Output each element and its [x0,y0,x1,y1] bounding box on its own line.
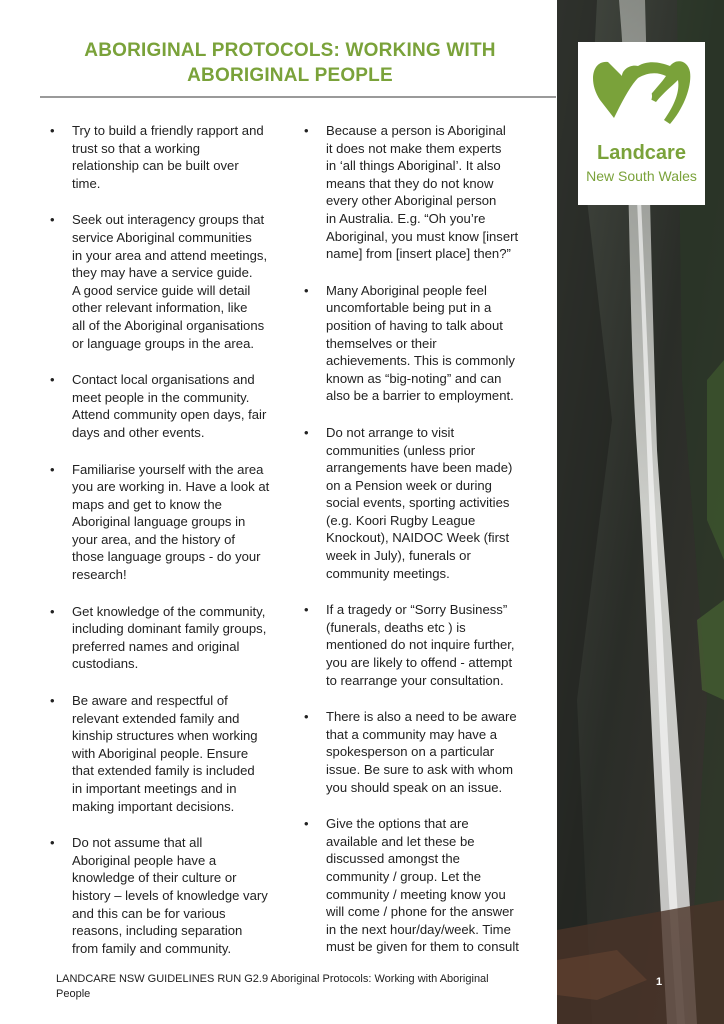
bullet-text-line: service Aboriginal communities [72,229,252,245]
bullet-text-line: history – levels of knowledge vary [72,887,268,903]
bullet-text-line: Aboriginal language groups in [72,514,246,530]
bullet-text-line: all of the Aboriginal organisations [72,317,265,333]
bullet-text-line: knowledge of their culture or [72,870,237,886]
bullet-text-line: making important decisions. [72,798,235,814]
bullet-text-line: that extended family is included [72,763,255,779]
bullet-text-line: Give the options that are [326,816,469,832]
left-column [50,122,288,976]
bullet-item [50,461,288,584]
bullet-text-line: also be a barrier to employment. [326,388,514,404]
bullet-text-line: or language groups in the area. [72,335,254,351]
bullet-point-icon: • [50,835,55,851]
bullet-text-line: trust so that a working [72,140,201,156]
bullet-text-line: issue. Be sure to ask with whom [326,762,514,777]
page-footer [56,972,546,1002]
bullet-text-line: Attend community open days, fair [72,407,267,423]
bullet-item [50,122,288,192]
bullet-text-line: community meetings. [326,565,450,581]
bullet-text-line: maps and get to know the [72,496,222,512]
bullet-text-line: week in July), funerals or [326,548,471,564]
bullet-text-line: in ‘all things Aboriginal’. It also [326,158,501,174]
page-title [40,38,540,88]
bullet-text-line: Aboriginal people have a [72,852,217,868]
bullet-text-line: research! [72,567,127,583]
bullet-text-line: uncomfortable being put in a [326,300,492,316]
bullet-text-line: communities (unless prior [326,442,476,458]
bullet-point-icon: • [304,602,309,618]
bullet-text-line: relationship can be built over [72,158,239,174]
bullet-text-line: other relevant information, like [72,300,248,316]
bullet-point-icon: • [304,709,309,725]
bullet-point-icon: • [50,123,55,138]
bullet-text-line: reasons, including separation [72,923,243,939]
left-bullet-list [50,122,288,957]
bullet-item [50,692,288,815]
bullet-text-line: Many Aboriginal people feel [326,282,487,298]
bullet-text-line: There is also a need to be aware [326,709,517,725]
bullet-text-line: known as “big-noting” and can [326,370,502,386]
bullet-text-line: including dominant family groups, [72,621,267,637]
bullet-item [304,424,544,582]
bullet-text-line: means that they do not know [326,175,494,191]
bullet-text-line: you are likely to offend - attempt [326,655,513,671]
bullet-text-line: time. [72,175,101,191]
bullet-item [50,834,288,957]
bullet-text-line: Seek out interagency groups that [72,212,265,228]
bullet-text-line: community / group. Let the [326,868,482,884]
bullet-text-line: every other Aboriginal person [326,193,497,209]
bullet-text-line: you should speak on an issue. [326,779,503,795]
bullet-point-icon: • [304,123,309,138]
bullet-point-icon: • [304,816,309,832]
page-title-line-1: ABORIGINAL PROTOCOLS: WORKING WITH [84,40,496,61]
bullet-text-line: days and other events. [72,424,205,440]
bullet-item [304,282,544,405]
bullet-point-icon: • [50,372,55,388]
page-title-line-2: ABORIGINAL PEOPLE [187,65,393,86]
bullet-text-line: relevant extended family and [72,710,240,726]
bullet-text-line: to rearrange your consultation. [326,672,504,688]
bullet-text-line: from family and community. [72,940,232,956]
bullet-text-line: in the next hour/day/week. Time [326,921,511,937]
bullet-point-icon: • [50,693,55,709]
bullet-text-line: that a community may have a [326,726,498,742]
bullet-item [50,371,288,441]
right-bullet-list [304,122,544,956]
bullet-point-icon: • [50,212,55,228]
right-column [304,122,544,975]
bullet-text-line: must be given for them to consult [326,939,519,955]
logo-nsw-text: New South Wales [586,168,697,184]
bullet-item [304,815,544,956]
bullet-text-line: Try to build a friendly rapport and [72,123,264,138]
bullet-text-line: (e.g. Koori Rugby League [326,512,476,528]
bullet-text-line: (funerals, deaths etc ) is [326,619,466,635]
bullet-item [304,122,544,263]
page-number: 1 [656,976,663,988]
bullet-text-line: name] from [insert place] then?” [326,246,511,262]
bullet-text-line: they may have a service guide. [72,265,253,281]
logo-landcare-text: Landcare [597,142,686,164]
bullet-text-line: custodians. [72,656,139,672]
footer-line-2: People [56,988,91,1000]
hands-australia-icon [578,42,705,142]
bullet-text-line: your area, and the history of [72,531,236,547]
bullet-text-line: Do not assume that all [72,835,203,851]
bullet-point-icon: • [304,282,309,298]
bullet-text-line: Contact local organisations and [72,372,255,388]
bullet-text-line: social events, sporting activities [326,495,510,511]
bullet-text-line: in Australia. E.g. “Oh you’re [326,210,486,226]
footer-line-1: LANDCARE NSW GUIDELINES RUN G2.9 Aboriginal Protocols: Working with Aboriginal [56,973,489,985]
bullet-text-line: will come / phone for the answer [326,904,514,920]
bullet-text-line: discussed amongst the [326,851,460,867]
bullet-point-icon: • [50,603,55,619]
bullet-text-line: preferred names and original [72,638,240,654]
bullet-item [304,601,544,689]
bullet-text-line: on a Pension week or during [326,477,492,493]
bullet-text-line: in important meetings and in [72,781,237,796]
title-divider [40,96,556,98]
bullet-text-line: Do not arrange to visit [326,424,455,440]
bullet-text-line: it does not make them experts [326,140,502,156]
bullet-point-icon: • [304,424,309,440]
bullet-text-line: mentioned do not inquire further, [326,637,515,653]
bullet-text-line: If a tragedy or “Sorry Business” [326,602,508,618]
bullet-text-line: Aboriginal, you must know [insert [326,228,519,244]
bullet-item [304,708,544,796]
bullet-text-line: meet people in the community. [72,389,250,405]
bullet-text-line: and this can be for various [72,905,226,921]
bullet-point-icon: • [50,461,55,477]
bullet-text-line: Because a person is Aboriginal [326,123,506,138]
bullet-text-line: arrangements have been made) [326,460,513,476]
bullet-text-line: community / meeting know you [326,886,506,902]
bullet-text-line: Knockout), NAIDOC Week (first [326,530,510,546]
landcare-logo [578,42,705,205]
bullet-text-line: position of having to talk about [326,317,503,333]
bullet-text-line: with Aboriginal people. Ensure [72,745,249,761]
bullet-text-line: A good service guide will detail [72,282,251,298]
bullet-text-line: you are working in. Have a look at [72,479,270,495]
bullet-text-line: spokesperson on a particular [326,744,495,760]
bullet-text-line: achievements. This is commonly [326,353,515,369]
bullet-text-line: Familiarise yourself with the area [72,461,264,477]
bullet-text-line: Be aware and respectful of [72,693,228,709]
bullet-text-line: themselves or their [326,335,437,351]
bullet-text-line: Get knowledge of the community, [72,603,266,619]
bullet-text-line: those language groups - do your [72,549,261,565]
bullet-text-line: available and let these be [326,833,475,849]
bullet-text-line: kinship structures when working [72,728,258,744]
bullet-text-line: in your area and attend meetings, [72,247,268,263]
bullet-item [50,211,288,352]
bullet-item [50,603,288,673]
